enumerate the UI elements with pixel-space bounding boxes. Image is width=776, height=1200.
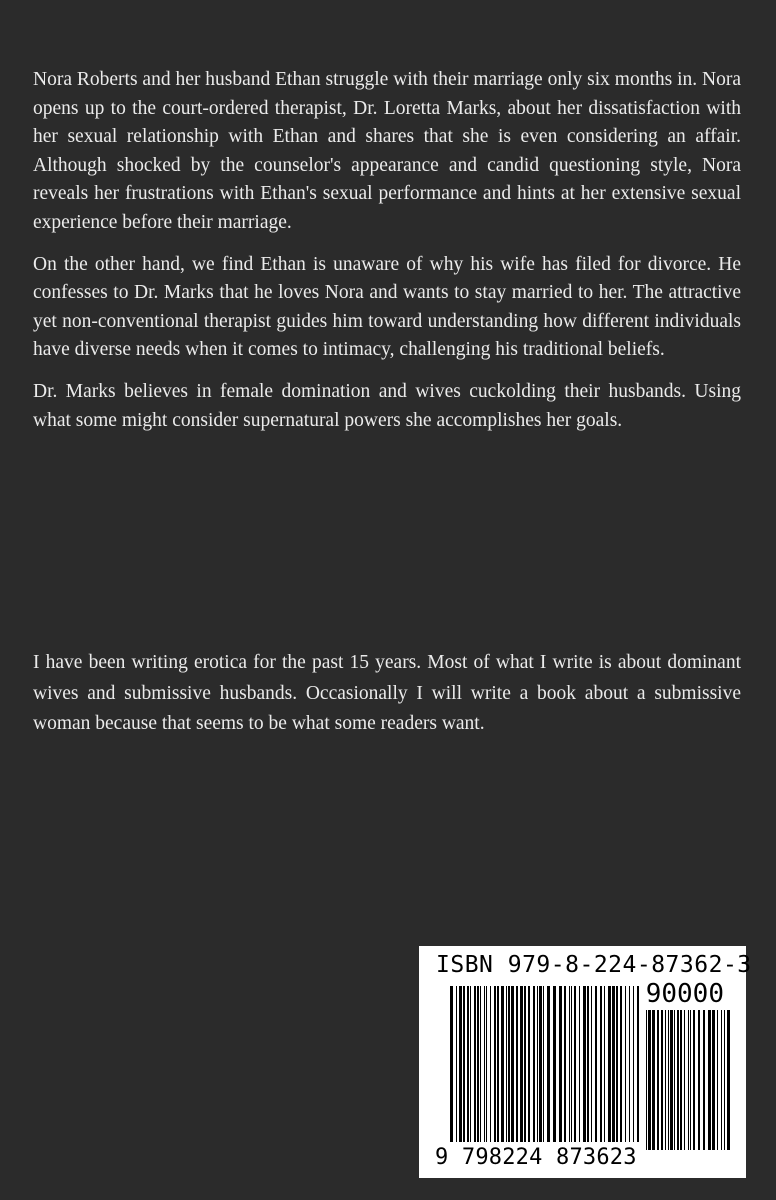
barcode-digits: 9 798224 873623 [435,1145,637,1170]
barcode-bar [533,986,535,1142]
barcode-bar [727,1010,730,1150]
barcode-bar [467,986,469,1142]
barcode-bar [501,986,504,1142]
barcode-bar [484,986,485,1142]
barcode-bar [591,986,592,1142]
barcode-bar [620,986,622,1142]
barcode-bar [571,986,572,1142]
author-bio-text: I have been writing erotica for the past 15 years. Most of what I write is about dominant wives and submissive husbands. Occasionally I will write a book about a submissive woman because that seems to be what some readers want. [33,652,741,734]
barcode-bar [721,1010,722,1150]
barcode-bar [497,986,499,1142]
barcode-bar [668,1010,669,1150]
barcode-bar [633,986,634,1142]
barcode-bar [516,986,518,1142]
price-code: 90000 [645,979,724,1009]
barcode-bar [470,986,471,1142]
barcode-bar [724,1010,725,1150]
barcode-bar [608,986,611,1142]
barcode-bar [511,986,514,1142]
blurb-paragraph-2: On the other hand, we find Ethan is unaware of why his wife has filed for divorce. He confesses to Dr. Marks that he loves Nora and wants to stay married to her. The attractive yet non-conventional therapist guides him toward understanding how different individuals have diverse needs when it comes to intimacy, challenging his traditional beliefs. [33,253,741,361]
barcode-bar [657,1010,659,1150]
barcode-bar [456,986,457,1142]
barcode-bar [693,1010,695,1150]
barcode-bar [579,986,580,1142]
barcode-bar [539,986,542,1142]
barcode-bar [574,986,576,1142]
barcode-bar [680,1010,682,1150]
isbn-barcode [419,946,752,1178]
isbn-label: ISBN 979-8-224-87362-3 [436,952,752,978]
barcode-bar [490,986,491,1142]
barcode-bar [564,986,566,1142]
barcode-addon-bars [645,1010,731,1150]
barcode-bar [625,986,626,1142]
author-bio [33,648,741,740]
barcode-bar [528,986,530,1142]
barcode-bar [661,1010,663,1150]
barcode-bar [604,986,605,1142]
barcode-bar [537,986,538,1142]
barcode-bar [559,986,562,1142]
barcode-bar [690,1010,691,1150]
barcode-bar [477,986,479,1142]
barcode-bar [648,1010,651,1150]
barcode-bar [459,986,462,1142]
barcode-bar [450,986,453,1142]
blurb-paragraph-3: Dr. Marks believes in female domination and wives cuckolding their husbands. Using what some might consider supernatural powers she accomplishes her goals. [33,380,741,431]
barcode-bar [652,1010,655,1150]
barcode-bar [717,1010,718,1150]
barcode-bar [463,986,465,1142]
barcode-bar [674,1010,675,1150]
barcode-bar [547,986,550,1142]
barcode-bar [646,1010,647,1150]
barcode-bar [665,1010,666,1150]
barcode-bar [587,986,589,1142]
book-blurb [33,66,741,448]
barcode-bar [524,986,526,1142]
barcode-bar [553,986,556,1142]
barcode-bar [684,1010,685,1150]
barcode-bar [486,986,487,1142]
barcode-bar [494,986,496,1142]
barcode-bar [637,986,639,1142]
barcode-bar [698,1010,700,1150]
barcode-bar [629,986,630,1142]
barcode-bar [616,986,618,1142]
barcode-bar [569,986,570,1142]
barcode-bar [474,986,476,1142]
barcode-bar [670,1010,673,1150]
barcode-bar [595,986,597,1142]
barcode-bar [612,986,615,1142]
barcode-bar [506,986,507,1142]
barcode-bar [543,986,544,1142]
barcode-bar [600,986,602,1142]
barcode-bar [708,1010,711,1150]
barcode-bar [583,986,586,1142]
barcode-bar [712,1010,715,1150]
barcode-main-bars [449,986,643,1142]
barcode-bar [480,986,481,1142]
barcode-bar [508,986,510,1142]
barcode-bar [688,1010,689,1150]
blurb-paragraph-1: Nora Roberts and her husband Ethan struggle with their marriage only six months in. Nora opens up to the court-ordered therapist, Dr. Loretta Marks, about her dissatisfaction with her sexual relationship with Ethan and shares that she is even considering an affair. Although shocked by the counselor's appearance and candid questioning style, Nora reveals her frustrations with Ethan's sexual performance and hints at her extensive sexual experience before their marriage. [33,69,741,233]
barcode-bar [677,1010,679,1150]
barcode-bar [520,986,523,1142]
barcode-bar [703,1010,705,1150]
